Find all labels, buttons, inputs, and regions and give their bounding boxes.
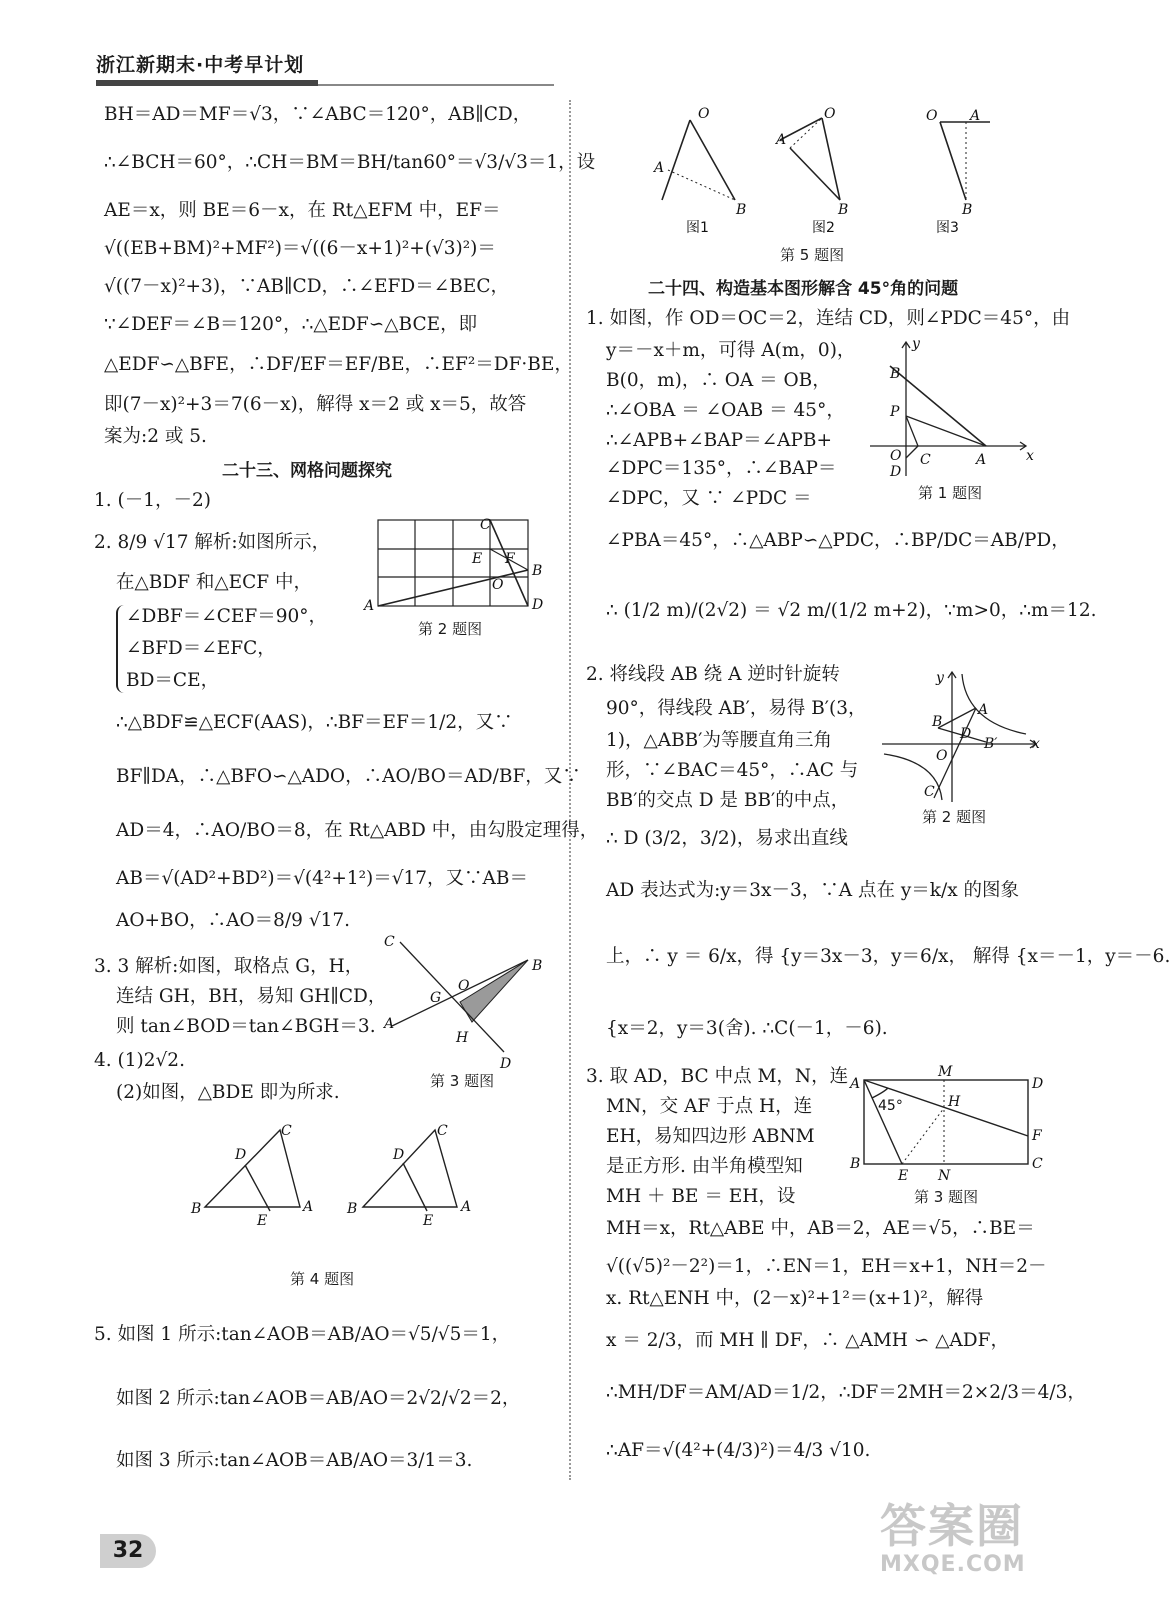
svg-text:C: C: [437, 1123, 448, 1139]
svg-text:B: B: [962, 202, 973, 218]
text-line: MH＝x，Rt△ABE 中，AB＝2，AE＝√5，∴BE＝: [606, 1218, 1035, 1239]
text-line: ∴AF＝√(4²+(4/3)²)＝4/3 √10.: [606, 1440, 871, 1461]
text-line: y＝－x＋m，可得 A(m，0)，: [606, 340, 856, 361]
text-line: BH＝AD＝MF＝√3，∵∠ABC＝120°，AB∥CD，: [104, 104, 532, 125]
text-line: B(0，m)，∴ OA ＝ OB，: [606, 370, 831, 391]
text-line: AD＝4，∴AO/BO＝8，在 Rt△ABD 中，由勾股定理得，: [116, 820, 599, 841]
text-line: ∠BFD＝∠EFC，: [126, 638, 276, 659]
svg-text:P: P: [890, 404, 900, 420]
svg-text:M: M: [938, 1064, 953, 1080]
svg-text:C: C: [480, 517, 491, 533]
svg-text:A: A: [654, 160, 665, 176]
svg-text:B: B: [191, 1201, 202, 1217]
answer-1: 1. 如图，作 OD＝OC＝2，连结 CD，则∠PDC＝45°，由: [586, 308, 1071, 329]
angle-label: 45°: [878, 1098, 903, 1114]
text-line: △EDF∽△BFE，∴DF/EF＝EF/BE，∴EF²＝DF·BE，: [104, 354, 573, 375]
figure-r-q1: [866, 336, 1036, 481]
svg-text:B: B: [932, 714, 943, 730]
page-number: 32: [100, 1534, 156, 1568]
svg-text:D: D: [235, 1147, 247, 1163]
svg-text:E: E: [472, 551, 483, 567]
answer-5: 5. 如图 1 所示:tan∠AOB＝AB/AO＝√5/√5＝1，: [94, 1324, 511, 1345]
svg-text:E: E: [898, 1168, 909, 1184]
svg-text:O: O: [698, 106, 710, 122]
answer-1: 1. (－1，－2): [94, 490, 212, 511]
text-line: ∴∠BCH＝60°，∴CH＝BM＝BH/tan60°＝√3/√3＝1，设: [104, 152, 596, 173]
figure-q5: [640, 100, 1000, 240]
svg-text:B: B: [736, 202, 747, 218]
watermark-url: MXQE.COM: [880, 1552, 1026, 1577]
text-line: 如图 2 所示:tan∠AOB＝AB/AO＝2√2/√2＝2，: [116, 1388, 521, 1409]
svg-text:A: A: [384, 1016, 395, 1032]
svg-text:A: A: [776, 132, 787, 148]
svg-text:G: G: [430, 990, 442, 1006]
svg-text:D: D: [532, 597, 544, 613]
caption-r-fig2: 第 2 题图: [922, 808, 987, 826]
svg-text:D: D: [1032, 1076, 1044, 1092]
svg-text:E: E: [423, 1213, 434, 1229]
svg-text:x: x: [1026, 448, 1034, 464]
text-line: 1)，△ABB′为等腰直角三角: [606, 730, 832, 751]
text-line: BF∥DA，∴△BFO∽△ADO，∴AO/BO＝AD/BF，又∵: [116, 766, 581, 787]
svg-text:B: B: [532, 958, 543, 974]
header-rule-thin: [318, 84, 554, 86]
text-line: (2)如图，△BDE 即为所求.: [116, 1082, 340, 1103]
svg-text:A: A: [364, 598, 375, 614]
text-line: 上，∴ y ＝ 6/x，得 {y＝3x－3，y＝6/x， 解得 {x＝－1，y＝－6.: [606, 946, 1170, 967]
text-line: ∴ (1/2 m)/(2√2) ＝ √2 m/(1/2 m+2)，∵m>0，∴m＝12.: [606, 600, 1097, 621]
svg-text:O: O: [890, 448, 902, 464]
text-line: x ＝ 2/3，而 MH ∥ DF，∴ △AMH ∽ △ADF，: [606, 1330, 1009, 1351]
svg-text:C: C: [924, 784, 935, 800]
text-line: AD 表达式为:y＝3x－3，∵A 点在 y＝k/x 的图象: [606, 880, 1020, 901]
caption-l-fig4: 第 4 题图: [290, 1270, 355, 1288]
figure-q3: [380, 930, 550, 1070]
answer-4: 4. (1)2√2.: [94, 1050, 185, 1071]
watermark: [880, 1500, 1070, 1590]
svg-text:B: B: [347, 1201, 358, 1217]
text-line: √((EB+BM)²+MF²)＝√((6－x+1)²+(√3)²)＝: [104, 238, 496, 259]
svg-text:A: A: [976, 452, 987, 468]
svg-text:A: A: [970, 108, 981, 124]
section-heading-23: 二十三、网格问题探究: [222, 461, 392, 481]
figure-r-q3: [844, 1062, 1044, 1192]
svg-text:H: H: [948, 1094, 961, 1110]
svg-text:O: O: [936, 748, 948, 764]
svg-text:D: D: [890, 464, 902, 480]
text-line: AE＝x，则 BE＝6－x，在 Rt△EFM 中，EF＝: [104, 200, 501, 221]
caption-fig5-3: 图3: [936, 220, 959, 236]
figure-r-q2: [876, 668, 1046, 808]
svg-text:x: x: [1032, 736, 1040, 752]
svg-text:B: B: [850, 1156, 861, 1172]
svg-text:B′: B′: [984, 736, 998, 752]
text-line: ∵∠DEF＝∠B＝120°，∴△EDF∽△BCE，即: [104, 314, 478, 335]
svg-text:O: O: [492, 577, 504, 593]
text-line: {x＝2，y＝3(舍). ∴C(－1，－6).: [606, 1018, 888, 1039]
svg-text:N: N: [938, 1168, 951, 1184]
svg-text:F: F: [1032, 1128, 1042, 1144]
answer-2: 2. 将线段 AB 绕 A 逆时针旋转: [586, 664, 840, 685]
svg-text:y: y: [912, 336, 920, 352]
svg-text:H: H: [456, 1030, 469, 1046]
text-line: x. Rt△ENH 中，(2－x)²+1²＝(x+1)²，解得: [606, 1288, 984, 1309]
svg-text:E: E: [257, 1213, 268, 1229]
figure-grid-q2: [360, 515, 550, 635]
text-line: AB＝√(AD²+BD²)＝√(4²+1²)＝√17，又∵AB＝: [116, 868, 529, 889]
svg-text:A: A: [303, 1199, 314, 1215]
caption-l-fig3: 第 3 题图: [430, 1072, 495, 1090]
caption-r-fig3: 第 3 题图: [914, 1188, 979, 1206]
text-line: BD＝CE，: [126, 670, 220, 691]
text-line: 在△BDF 和△ECF 中，: [116, 572, 312, 593]
text-line: AO+BO，∴AO＝8/9 √17.: [116, 910, 351, 931]
svg-text:C: C: [920, 452, 931, 468]
text-line: √((√5)²－2²)＝1，∴EN＝1，EH＝x+1，NH＝2－: [606, 1256, 1047, 1277]
svg-text:A: A: [461, 1199, 472, 1215]
svg-text:B: B: [838, 202, 849, 218]
answer-2: 2. 8/9 √17 解析:如图所示，: [94, 532, 331, 553]
caption-fig5-2: 图2: [812, 220, 835, 236]
text-line: ∴∠OBA ＝ ∠OAB ＝ 45°，: [606, 400, 845, 421]
svg-text:y: y: [936, 670, 944, 686]
header-rule: [96, 80, 318, 86]
text-line: EH，易知四边形 ABNM: [606, 1126, 815, 1147]
text-line: ∠DBF＝∠CEF＝90°，: [126, 606, 328, 627]
text-line: 连结 GH，BH，易知 GH∥CD，: [116, 986, 387, 1007]
text-line: MH ＋ BE ＝ EH，设: [606, 1186, 796, 1207]
text-line: ∠DPC＝135°，∴∠BAP＝: [606, 458, 837, 479]
text-line: 案为:2 或 5.: [104, 426, 207, 447]
svg-text:C: C: [384, 934, 395, 950]
text-line: MN，交 AF 于点 H，连: [606, 1096, 813, 1117]
answer-3: 3. 3 解析:如图，取格点 G，H，: [94, 956, 364, 977]
text-line: ∴∠APB+∠BAP＝∠APB+: [606, 430, 832, 451]
answer-3: 3. 取 AD，BC 中点 M，N，连: [586, 1066, 849, 1087]
text-line: √((7－x)²+3)，∵AB∥CD，∴∠EFD＝∠BEC，: [104, 276, 509, 297]
text-line: 形，∵∠BAC＝45°，∴AC 与: [606, 760, 859, 781]
figure-q4: [185, 1115, 525, 1230]
caption-l-fig2: 第 2 题图: [418, 620, 483, 638]
text-line: 即(7－x)²+3＝7(6－x)，解得 x＝2 或 x＝5，故答: [104, 394, 527, 415]
caption-fig5: 第 5 题图: [780, 246, 845, 264]
svg-text:D: D: [500, 1056, 512, 1072]
svg-text:B: B: [890, 366, 901, 382]
caption-r-fig1: 第 1 题图: [918, 484, 983, 502]
running-header: 浙江新期末·中考早计划: [96, 54, 305, 76]
svg-text:D: D: [393, 1147, 405, 1163]
brace: [116, 605, 126, 693]
text-line: ∴ D (3/2，3/2)，易求出直线: [606, 828, 848, 849]
text-line: BB′的交点 D 是 BB′的中点，: [606, 790, 850, 811]
text-line: ∴MH/DF＝AM/AD＝1/2，∴DF＝2MH＝2×2/3＝4/3，: [606, 1382, 1086, 1403]
svg-text:O: O: [926, 108, 938, 124]
svg-text:F: F: [505, 551, 515, 567]
svg-text:D: D: [960, 726, 972, 742]
text-line: 则 tan∠BOD＝tan∠BGH＝3.: [116, 1016, 376, 1037]
text-line: 如图 3 所示:tan∠AOB＝AB/AO＝3/1＝3.: [116, 1450, 473, 1471]
svg-text:O: O: [458, 978, 470, 994]
svg-text:C: C: [1032, 1156, 1043, 1172]
text-line: ∠DPC，又 ∵ ∠PDC ＝: [606, 488, 812, 509]
text-line: ∠PBA＝45°，∴△ABP∽△PDC，∴BP/DC＝AB/PD，: [606, 530, 1070, 551]
svg-text:A: A: [978, 702, 989, 718]
text-line: ∴△BDF≌△ECF(AAS)，∴BF＝EF＝1/2，又∵: [116, 712, 513, 733]
watermark-text: 答案圈: [880, 1499, 1024, 1553]
svg-text:B: B: [532, 563, 543, 579]
section-heading-24: 二十四、构造基本图形解含 45°角的问题: [648, 279, 959, 299]
svg-text:A: A: [850, 1076, 861, 1092]
caption-fig5-1: 图1: [686, 220, 709, 236]
svg-text:O: O: [824, 106, 836, 122]
text-line: 是正方形. 由半角模型知: [606, 1156, 803, 1177]
svg-text:C: C: [281, 1123, 292, 1139]
text-line: 90°，得线段 AB′，易得 B′(3，: [606, 698, 867, 719]
